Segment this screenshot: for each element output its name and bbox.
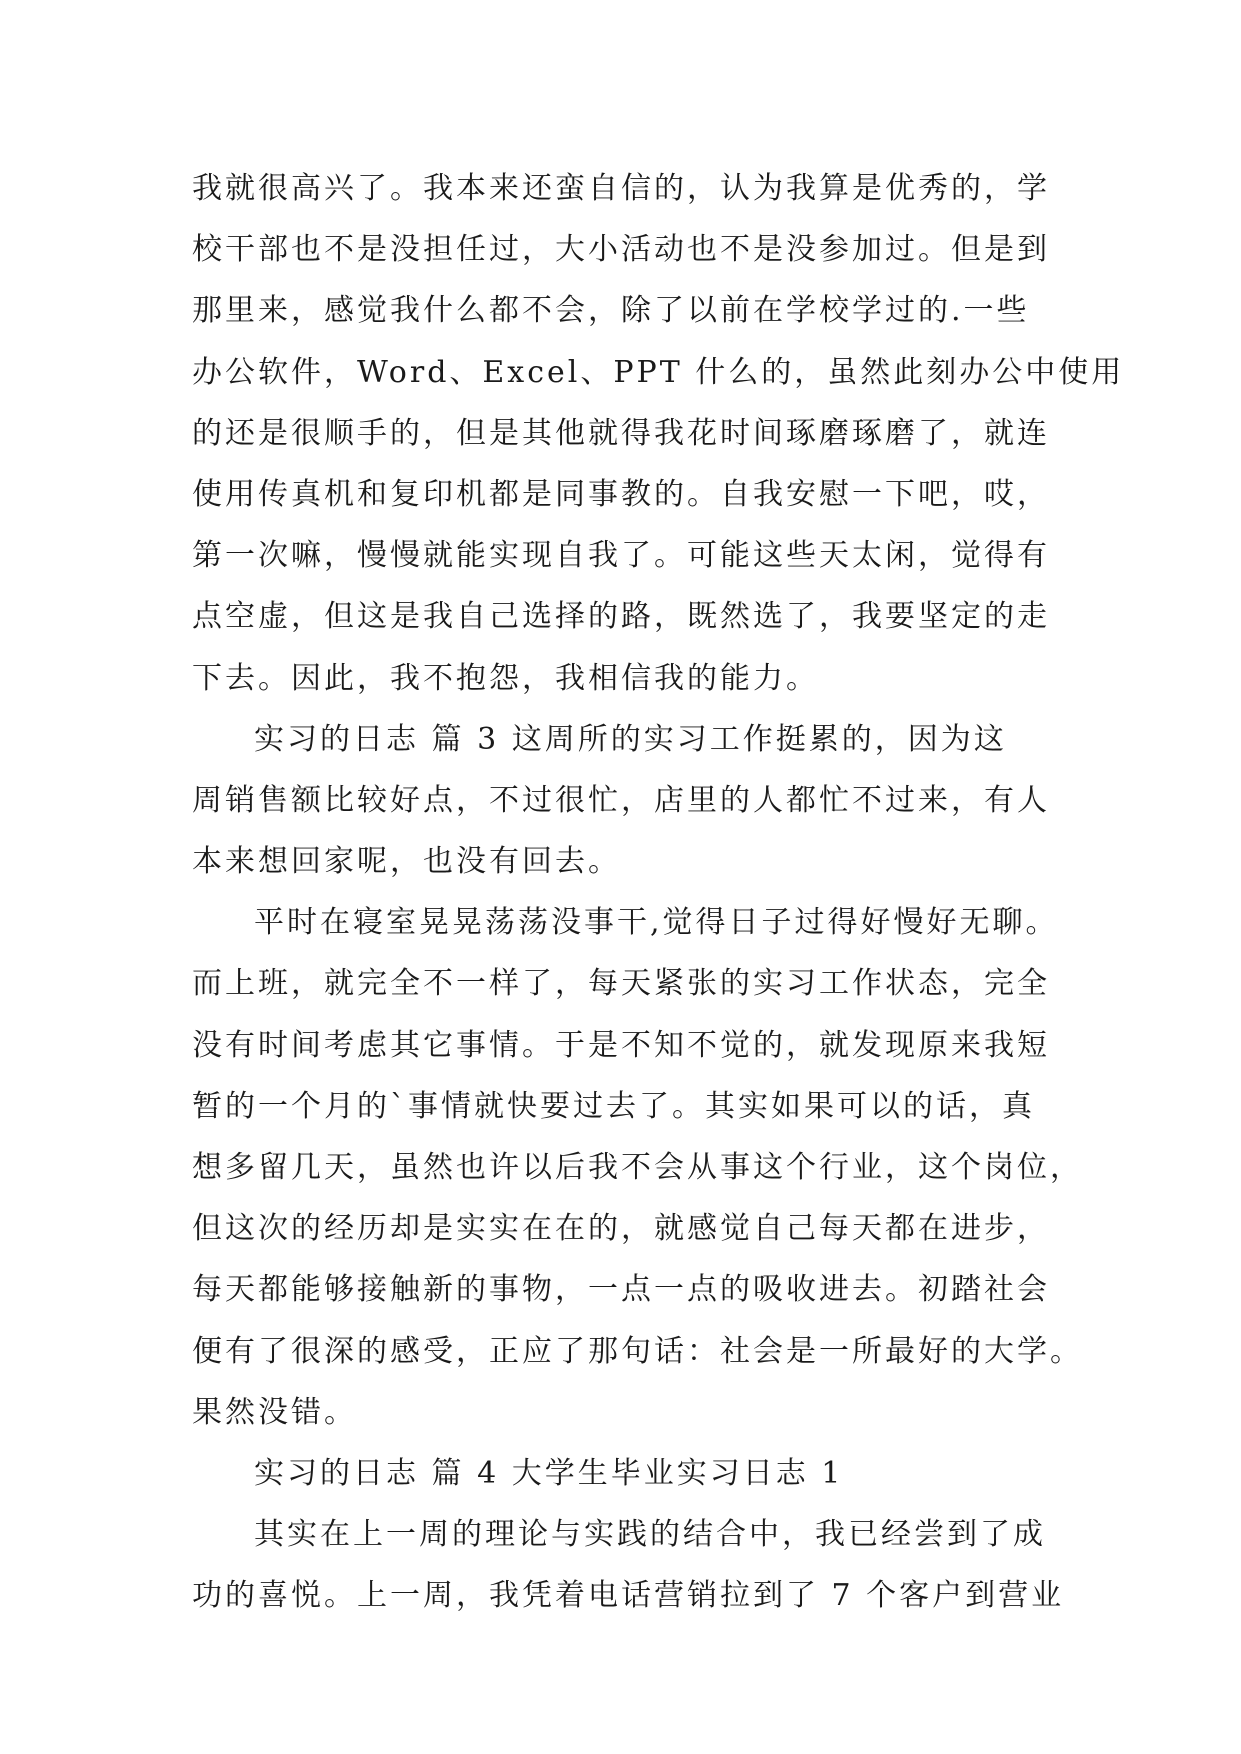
text-line: 但这次的经历却是实实在在的，就感觉自己每天都在进步， — [192, 1211, 1050, 1247]
document-body — [192, 158, 1125, 1627]
text-line: 那里来，感觉我什么都不会，除了以前在学校学过的.一些 — [192, 293, 1030, 329]
text-line: 的还是很顺手的，但是其他就得我花时间琢磨琢磨了，就连 — [192, 415, 1050, 451]
text-line: 我就很高兴了。我本来还蛮自信的，认为我算是优秀的，学 — [192, 171, 1050, 206]
text-line: 没有时间考虑其它事情。于是不知不觉的，就发现原来我短 — [192, 1027, 1050, 1063]
text-line: 暂的一个月的`事情就快要过去了。其实如果可以的话，真 — [192, 1088, 1035, 1124]
text-line: 便有了很深的感受，正应了那句话：社会是一所最好的大学。 — [192, 1333, 1083, 1369]
text-line: 校干部也不是没担任过，大小活动也不是没参加过。但是到 — [192, 232, 1050, 268]
text-line: 功的喜悦。上一周，我凭着电话营销拉到了 7 个客户到营业 — [192, 1578, 1065, 1614]
section-heading-line: 实习的日志 篇 3 这周所的实习工作挺累的，因为这 — [254, 721, 1007, 757]
paragraph-start-line: 平时在寝室晃晃荡荡没事干,觉得日子过得好慢好无聊。 — [254, 905, 1059, 941]
text-line: 每天都能够接触新的事物，一点一点的吸收进去。初踏社会 — [192, 1272, 1050, 1308]
text-line: 第一次嘛，慢慢就能实现自我了。可能这些天太闲，觉得有 — [192, 538, 1050, 574]
text-line: 周销售额比较好点，不过很忙，店里的人都忙不过来，有人 — [192, 782, 1050, 818]
text-line: 办公软件，Word、Excel、PPT 什么的，虽然此刻办公中使用 — [192, 354, 1125, 390]
text-line: 果然没错。 — [192, 1394, 357, 1430]
section-heading-line: 实习的日志 篇 4 大学生毕业实习日志 1 — [254, 1455, 844, 1491]
text-line: 使用传真机和复印机都是同事教的。自我安慰一下吧，哎， — [192, 476, 1050, 512]
paragraph-start-line: 其实在上一周的理论与实践的结合中，我已经尝到了成 — [254, 1517, 1046, 1553]
text-line: 本来想回家呢，也没有回去。 — [192, 844, 621, 880]
text-line: 下去。因此，我不抱怨，我相信我的能力。 — [192, 660, 819, 696]
text-line: 而上班，就完全不一样了，每天紧张的实习工作状态，完全 — [192, 966, 1050, 1002]
text-line: 点空虚，但这是我自己选择的路，既然选了，我要坚定的走 — [192, 599, 1050, 635]
text-line: 想多留几天，虽然也许以后我不会从事这个行业，这个岗位， — [192, 1150, 1083, 1185]
